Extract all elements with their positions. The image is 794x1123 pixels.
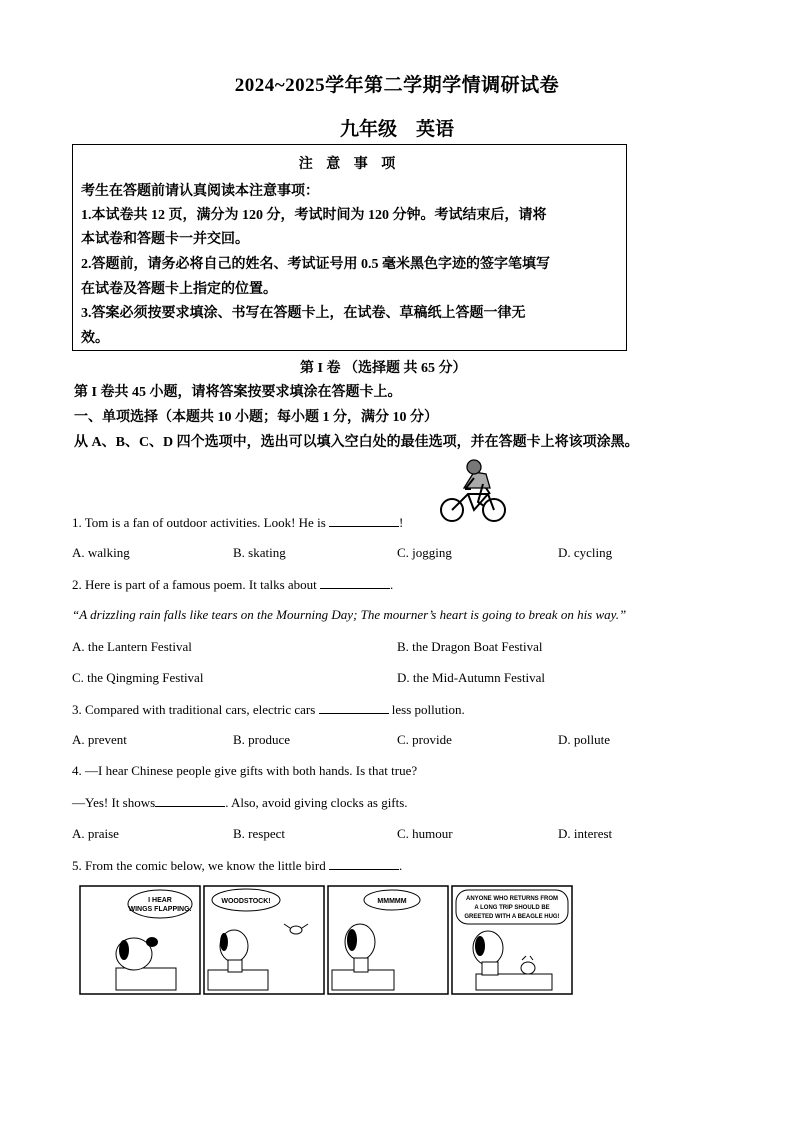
option-a: A. the Lantern Festival <box>72 639 192 654</box>
notice-line: 本试卷和答题卡一并交回。 <box>81 232 249 247</box>
exam-title: 2024~2025学年第二学期学情调研试卷 <box>234 75 560 96</box>
notice-heading: 注 意 事 项 <box>298 157 401 172</box>
exam-subtitle: 九年级 英语 <box>339 119 454 140</box>
option-a: A. praise <box>72 826 119 841</box>
answer-blank <box>155 794 225 807</box>
option-a: A. walking <box>72 545 130 560</box>
comic-text: WINGS FLAPPING. <box>128 906 192 913</box>
question-stem: 5. From the comic below, we know the little bird <box>72 858 326 873</box>
part-note: 第 I 卷共 45 小题，请将答案按要求填涂在答题卡上。 <box>74 385 402 400</box>
answer-blank <box>320 576 390 589</box>
option-b: B. respect <box>233 826 285 841</box>
question-end: . <box>398 858 403 873</box>
question-end: ! <box>399 515 404 530</box>
snoopy-comic-strip <box>78 884 574 996</box>
question-stem: 3. Compared with traditional cars, electric cars <box>72 702 316 717</box>
question-1 <box>72 514 403 531</box>
notice-box <box>72 144 627 351</box>
option-c: C. humour <box>397 826 453 841</box>
option-c: C. provide <box>397 732 452 747</box>
question-stem: 2. Here is part of a famous poem. It talks about <box>72 577 317 592</box>
notice-line: 效。 <box>81 331 109 346</box>
option-b: B. the Dragon Boat Festival <box>397 639 543 654</box>
comic-text: I HEAR <box>148 897 172 904</box>
comic-text: A LONG TRIP SHOULD BE <box>474 905 550 911</box>
question-end: . <box>390 577 394 592</box>
answer-blank <box>329 514 399 527</box>
section-heading: 一、单项选择（本题共 10 小题；每小题 1 分，满分 10 分） <box>74 410 438 425</box>
option-c: C. jogging <box>397 545 452 560</box>
question-stem: 1. Tom is a fan of outdoor activities. Look! He is <box>72 515 326 530</box>
comic-text: GREETED WITH A BEAGLE HUG! <box>464 914 560 920</box>
option-a: A. prevent <box>72 732 127 747</box>
option-b: B. produce <box>233 732 291 747</box>
question-end: less pollution. <box>391 702 465 717</box>
speech-bubble <box>128 890 192 918</box>
question-4-reply <box>72 794 408 811</box>
option-d: D. pollute <box>558 732 610 747</box>
option-d: D. the Mid-Autumn Festival <box>397 670 546 685</box>
notice-line: 1.本试卷共 12 页，满分为 120 分，考试时间为 120 分钟。考试结束后，请将 <box>81 208 547 223</box>
speech-bubble <box>364 890 420 910</box>
answer-blank <box>329 857 399 870</box>
notice-line: 考生在答题前请认真阅读本注意事项： <box>81 184 319 199</box>
option-c: C. the Qingming Festival <box>72 670 204 685</box>
question-4: 4. —I hear Chinese people give gifts with both hands. Is that true? <box>72 763 418 778</box>
comic-text: ANYONE WHO RETURNS FROM <box>466 896 558 902</box>
part-title: 第 I 卷 （选择题 共 65 分） <box>300 361 467 376</box>
reply-start: —Yes! It shows <box>72 795 156 810</box>
answer-blank <box>319 701 389 714</box>
speech-bubble <box>212 889 280 911</box>
question-5 <box>72 857 402 874</box>
option-d: D. cycling <box>558 545 613 560</box>
comic-text: MMMMM <box>377 898 407 905</box>
speech-bubble <box>456 890 568 924</box>
notice-line: 3.答案必须按要求填涂、书写在答题卡上，在试卷、草稿纸上答题一律无 <box>81 306 526 321</box>
section-instruction: 从 A、B、C、D 四个选项中，选出可以填入空白处的最佳选项，并在答题卡上将该项涂黑。 <box>74 435 639 450</box>
reply-end: . Also, avoid giving clocks as gifts. <box>225 795 408 810</box>
option-d: D. interest <box>558 826 613 841</box>
question-3 <box>72 701 465 718</box>
notice-line: 2.答题前，请务必将自己的姓名、考试证号用 0.5 毫米黑色字迹的签字笔填写 <box>81 257 550 272</box>
poem-quote: “A drizzling rain falls like tears on the Mourning Day; The mourner’s heart is going to break on his way.” <box>72 607 627 622</box>
cyclist-illustration <box>438 458 508 524</box>
option-b: B. skating <box>233 545 286 560</box>
notice-line: 在试卷及答题卡上指定的位置。 <box>81 282 277 297</box>
question-2 <box>72 576 393 593</box>
comic-text: WOODSTOCK! <box>221 898 271 905</box>
